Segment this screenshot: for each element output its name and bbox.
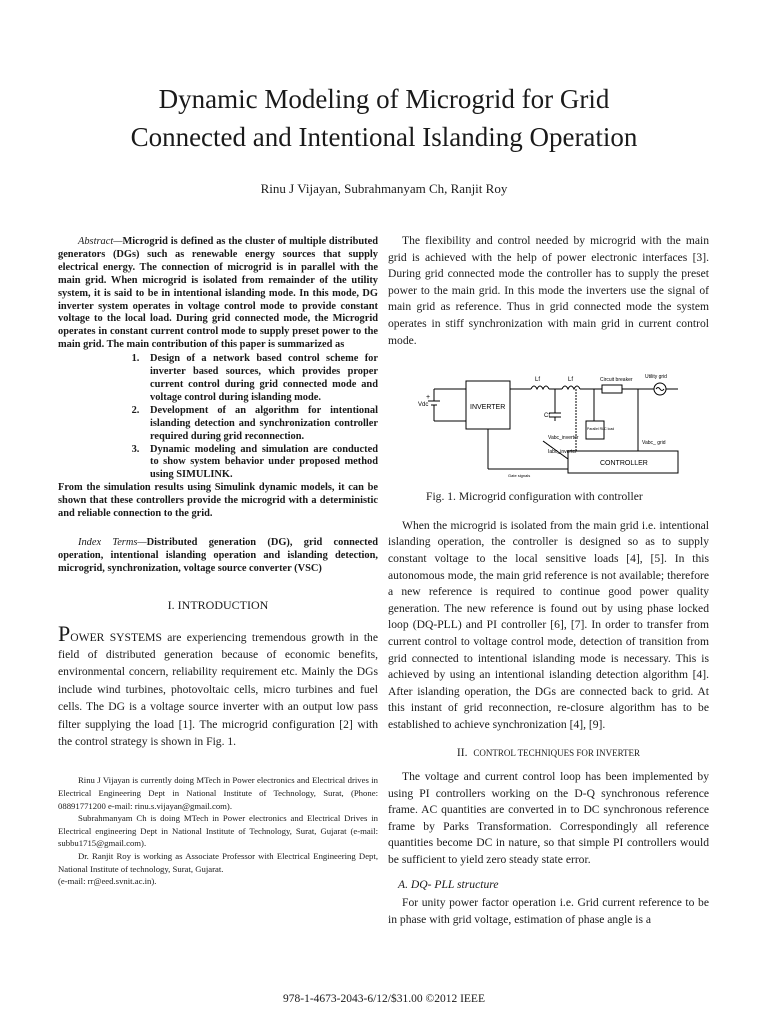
paper-title xyxy=(0,80,768,156)
abstract-body: Microgrid is defined as the cluster of multiple distributed generators (DGs) such as renewable energy sources that supply electrical energy. The connection of microgrid is in parallel with the main grid. When microgrid is isolated from remainder of the utility system, it is said to be in intentional islanding mode. In this mode, DG inverter system operates in voltage control mode to provide constant voltage to the local load. During grid connected mode, the Microgrid operates in constant current control mode to supply preset power to the main grid. The main contribution of this paper is summarized as xyxy=(58,236,378,351)
plus-sign: + xyxy=(426,394,431,402)
drop-cap: P xyxy=(58,620,71,646)
footnote: (e-mail: rr@eed.svnit.ac.in). xyxy=(58,876,157,887)
figure-caption: Fig. 1. Microgrid configuration with controller xyxy=(426,490,643,504)
introduction-paragraph xyxy=(58,620,378,751)
abstract-lead: Abstract— xyxy=(78,236,123,247)
diagram-label-breaker: Circuit breaker xyxy=(600,377,633,384)
abstract xyxy=(58,236,378,521)
diagram-label-lf: Lf xyxy=(568,377,574,384)
diagram-label-utility-grid: Utility grid xyxy=(645,374,667,381)
abstract-closing: From the simulation results using Simulink dynamic models, it can be shown that these controllers provide the microgrid with a deterministic and reliable connection to the grid. xyxy=(58,482,378,520)
diagram-label-cf: Cf xyxy=(544,413,550,420)
subsection-heading: A. DQ- PLL structure xyxy=(398,877,499,891)
footnote: Dr. Ranjit Roy is working as Associate Professor with Electrical Engineering Dept, National Institute of technology, Surat, Gujarat. xyxy=(58,850,378,874)
intro-lead-caps: OWER SYSTEMS xyxy=(70,630,162,644)
diagram-label-controller: CONTROLLER xyxy=(600,460,648,468)
diagram-label-inverter: INVERTER xyxy=(470,404,506,412)
diagram-label-vdc: Vdc xyxy=(418,402,429,409)
paragraph: When the microgrid is isolated from the main grid i.e. intentional islanding operation, the controller is designed so as to supply constant voltage to the local sensitive loads [4], [5]. In this autonomous mode, the main grid reference is not available; therefore a new reference is required to continue good power quality generation. The new reference is found out by using phase locked loop (DQ-PLL) and PI controller [6], [7]. In order to transfer from current control to voltage control mode, detection of transition from grid connected to intentional islanding mode is necessary. This is achieved by using an intentional islanding detection algorithm [4]. After islanding operation, the DGs are connected back to grid. At this instant of grid reconnection, re-closure algorithm has to be established to achieve synchronization [4], [9]. xyxy=(388,518,709,731)
index-terms xyxy=(58,536,378,575)
contribution-list xyxy=(58,353,378,482)
copyright-footer: 978-1-4673-2043-6/12/$31.00 ©2012 IEEE xyxy=(283,993,485,1005)
section-heading-introduction: I. INTRODUCTION xyxy=(167,597,269,612)
figure-microgrid-diagram xyxy=(388,359,709,481)
left-column xyxy=(58,236,378,888)
right-column xyxy=(388,233,709,928)
contribution-item: 1. Design of a network based control scheme for inverter based sources, which provides proper current control during grid connected mode and voltage control during islanding mode. xyxy=(142,353,378,405)
section-title: CONTROL TECHNIQUES FOR INVERTER xyxy=(473,748,641,759)
diagram-label-vabc-inverter: Vabc_inverter xyxy=(548,435,579,442)
index-terms-lead: Index Terms— xyxy=(78,536,147,548)
section-number: II. xyxy=(456,746,468,760)
paragraph: The flexibility and control needed by microgrid with the main grid is achieved with the help of power electronic interfaces [3]. During grid connected mode the controller has to supply the preset power to the main grid. In this mode the inverters use the signal of main grid as reference. Thus in grid connected mode the system operates in stiff synchronization with main grid in current control mode. xyxy=(388,234,709,347)
diagram-label-vabc-grid: Vabc_ grid xyxy=(642,440,666,447)
title-line-2: Connected and Intentional Islanding Operation xyxy=(130,122,638,152)
index-terms-body: Distributed generation (DG), grid connected operation, intentional islanding operation and islanding detection, microgrid, synchronization, voltage source converter (VSC) xyxy=(58,536,378,574)
circuit-diagram xyxy=(388,359,709,481)
diagram-label-lf: Lf xyxy=(535,377,541,384)
section-heading-control xyxy=(388,745,709,762)
author-list: Rinu J Vijayan, Subrahmanyam Ch, Ranjit Roy xyxy=(260,181,508,196)
footnote: Rinu J Vijayan is currently doing MTech in Power electronics and Electrical drives in Electrical Engineering Dept in National Institute of Technology, Surat, (Phone: 08891771200 e-mail: rinu.s.vijayan@gmail.com). xyxy=(58,775,378,811)
diagram-label-load: Parallel RLC load xyxy=(587,427,615,432)
contribution-item: 3. Dynamic modeling and simulation are conducted to show system behavior under proposed method using SIMULINK. xyxy=(142,444,378,483)
footnote: Subrahmanyam Ch is doing MTech in Power electronics and Electrical Drives in Electrical engineering Dept in National Institute of Technology, Surat, Gujarat (e-mail: subbu1715@gmail.com). xyxy=(58,813,378,849)
paragraph: The voltage and current control loop has been implemented by using PI controllers working on the D-Q synchronous reference frame. AC quantities are converted in to DC synchronous reference frame by Parks Transformation. Correspondingly all reference quantities become DC in nature, so that simple PI controllers would be sufficient to yield zero steady state error. xyxy=(388,770,709,867)
diagram-label-gate-signals: Gate signals xyxy=(508,473,531,479)
author-footnotes xyxy=(58,774,378,887)
intro-body: are experiencing tremendous growth in the field of distributed generation because of economic benefits, environmental concern, reliability requirement etc. Mainly the DGs include wind turbines, photovoltaic cells, micro turbines and fuel cells. The DG is a voltage source inverter with an output low pass filter supplying the load [1]. The microgrid configuration [2] with the control strategy is shown in Fig. 1. xyxy=(58,630,378,748)
title-line-1: Dynamic Modeling of Microgrid for Grid xyxy=(158,84,610,114)
paragraph: For unity power factor operation i.e. Grid current reference to be in phase with grid voltage, estimation of phase angle is a xyxy=(388,896,709,926)
contribution-item: 2. Development of an algorithm for intentional islanding detection and synchronization controller required during grid reconnection. xyxy=(142,405,378,444)
diagram-label-iabc-inverter: Iabc_inverter xyxy=(548,449,577,456)
